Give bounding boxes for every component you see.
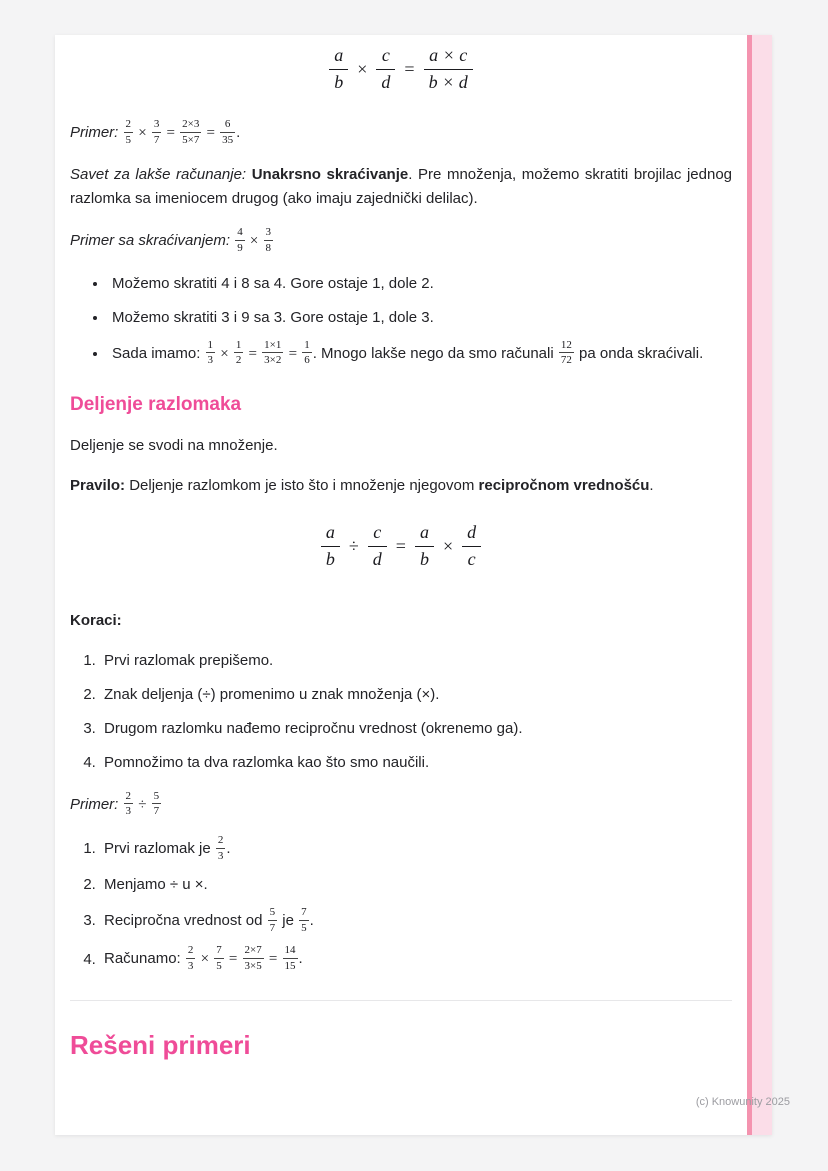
fraction-numerator: 2 [124,118,134,133]
equals-sign: = [404,58,415,79]
times-operator: × [357,58,368,79]
step-item: 3. Drugom razlomku nađemo recipročnu vrednost (okrenemo ga). [100,717,732,741]
fraction-denominator: 5×7 [182,133,200,146]
equals-sign: = [166,125,175,142]
fraction-denominator: 3×2 [264,354,282,367]
inline-fraction [262,339,283,367]
tip-rest: . Pre množenja, možemo skratiti brojilac jednog razlomka sa imeniocem drugog (ako imaju zajednički delilac). [70,166,732,208]
step-item: 1. Prvi razlomak prepišemo. [100,649,732,673]
fraction-numerator: 1 [206,339,216,354]
inline-fraction [152,118,162,146]
sentence-end: . [309,912,314,930]
fraction-numerator: c [368,522,387,547]
inline-fraction [124,118,134,146]
document-content [70,45,732,1066]
equals-sign: = [268,951,278,968]
fraction-denominator: 9 [237,242,243,255]
fraction-numerator: 2 [216,834,226,849]
fraction-numerator: 14 [283,944,298,959]
fraction-numerator: 2 [124,790,134,805]
formula-fraction-multiplication [70,45,732,93]
step-item [100,945,732,973]
fraction-denominator: 5 [216,960,222,973]
equals-sign: = [206,125,215,142]
fraction-denominator: b [334,71,344,92]
fraction-denominator: 3 [125,805,132,818]
fraction-numerator: 3 [264,226,274,241]
fraction-denominator: 3 [187,960,194,973]
steps-label: Koraci: [70,611,122,629]
fraction-numerator: 2×7 [243,944,264,959]
fraction [415,522,434,570]
fraction-numerator: 2×3 [180,118,201,133]
fraction-numerator: 5 [268,906,278,921]
primer-label: Primer sa skraćivanjem: [70,232,231,250]
inline-fraction [180,118,201,146]
step-item: 2. Menjamo ÷ u ×. [100,873,732,897]
text-segment: Deljenje razlomkom je isto što i množenje njegovom [129,477,475,495]
fraction-numerator: 4 [235,226,245,241]
inline-fraction [234,339,244,367]
sentence-end: . [236,124,241,142]
fraction-numerator: a [415,522,434,547]
fraction-numerator: a [321,522,340,547]
equals-sign: = [395,536,406,557]
inline-fraction [124,790,134,818]
fraction-denominator: 5 [125,133,132,146]
inline-fraction [264,226,274,254]
equals-sign: = [288,345,298,362]
rule-bold-term: recipročnom vrednošću [478,477,650,495]
fraction-denominator: 72 [560,354,572,367]
section-heading-deljenje: Deljenje razlomaka [70,394,242,416]
fraction-numerator: c [376,45,395,70]
inline-fraction [214,944,224,972]
fraction-denominator: b [419,549,429,570]
division-operator: ÷ [138,796,147,813]
inline-fraction [302,339,312,367]
equals-sign: = [248,345,257,362]
times-operator: × [220,345,229,362]
list-item: • Možemo skratiti 4 i 8 sa 4. Gore ostaje 1, dole 2. [108,272,732,296]
fraction [462,522,481,570]
text-segment: je [282,912,294,930]
fraction-denominator: c [467,549,476,570]
section-heading-reseni-primeri: Rešeni primeri [70,1029,251,1060]
inline-fraction [268,906,278,934]
step-item: 4. Pomnožimo ta dva razlomka kao što smo naučili. [100,751,732,775]
primer-label: Primer: [70,124,119,142]
rule-paragraph [70,474,732,498]
division-operator: ÷ [348,536,359,557]
inline-fraction [186,944,196,972]
fraction-denominator: 2 [235,354,242,367]
fraction-denominator: 7 [153,805,160,818]
worked-example-steps-list [70,835,732,974]
fraction-numerator: 5 [152,790,162,805]
text-segment: . Mnogo lakše nego da smo računali [312,344,554,362]
fraction [424,45,473,93]
fraction [321,522,340,570]
fraction-denominator: 3×5 [244,960,262,973]
text-segment: pa onda skraćivali. [579,344,704,362]
inline-fraction [299,906,309,934]
fraction-denominator: 5 [301,921,307,934]
fraction-numerator: d [462,522,481,547]
fraction-numerator: a × c [424,45,473,70]
fraction-denominator: 3 [207,354,214,367]
text-segment: Prvi razlomak je [104,840,211,857]
fraction-denominator: d [372,549,382,570]
fraction-denominator: 3 [217,849,224,862]
rule-label: Pravilo: [70,477,126,495]
formula-fraction-division [70,522,732,570]
sentence-end: . [226,840,231,857]
example-multiplication-paragraph [70,119,732,147]
step-item: 2. Znak deljenja (÷) promenimo u znak množenja (×). [100,683,732,707]
example-cancelling-paragraph [70,227,732,255]
document-card [55,35,772,1135]
step-item [100,907,732,935]
fraction-denominator: 8 [265,242,272,255]
primer-label: Primer: [70,795,119,813]
fraction [368,522,387,570]
fraction-numerator: 7 [299,906,309,921]
division-steps-list [70,649,732,775]
times-operator: × [442,536,454,557]
fraction-numerator: 7 [214,944,224,959]
step-item [100,835,732,863]
equals-sign: = [228,951,238,968]
section-divider [70,1000,732,1001]
fraction-numerator: 12 [559,339,574,354]
times-operator: × [138,125,147,142]
tip-paragraph [70,163,732,211]
tip-bold-term: Unakrsno skraćivanje [251,166,409,184]
inline-fraction [559,339,574,367]
fraction-numerator: 1×1 [262,339,283,354]
sentence-end: . [649,477,654,495]
inline-fraction [243,944,264,972]
fraction-denominator: b [325,549,335,570]
list-item [108,340,732,368]
fraction-numerator: 6 [220,118,235,133]
steps-label-paragraph [70,609,732,633]
fraction-denominator: b × d [428,71,468,92]
fraction-denominator: 15 [284,960,296,973]
pink-margin-stripe [747,35,772,1135]
fraction-denominator: 35 [222,133,234,146]
fraction-denominator: 7 [269,921,276,934]
fraction-denominator: 7 [153,133,160,146]
inline-fraction [235,226,245,254]
fraction-numerator: 1 [302,339,312,354]
fraction-denominator: d [381,71,391,92]
fraction-numerator: 2 [186,944,196,959]
fraction-denominator: 6 [304,354,310,367]
fraction [376,45,395,93]
times-operator: × [249,233,259,250]
fraction [329,45,348,93]
times-operator: × [200,951,210,968]
example-division-paragraph [70,791,732,819]
cancelling-bullet-list [70,272,732,368]
division-intro-paragraph: Deljenje se svodi na množenje. [70,437,278,455]
fraction-numerator: 3 [152,118,162,133]
inline-fraction [283,944,298,972]
inline-fraction [206,339,216,367]
fraction-numerator: a [329,45,348,70]
copyright-note: (c) Knowunity 2025 [695,1096,790,1108]
inline-fraction [152,790,162,818]
text-segment: Računamo: [104,950,181,968]
tip-lead: Savet za lakše računanje: [70,166,247,184]
text-segment: Sada imamo: [112,344,201,362]
text-segment: Recipročna vrednost od [104,912,263,930]
list-item: • Možemo skratiti 3 i 9 sa 3. Gore ostaje 1, dole 3. [108,306,732,330]
fraction-numerator: 1 [234,339,244,354]
inline-fraction [216,834,226,862]
sentence-end: . [298,950,303,968]
inline-fraction [220,118,235,146]
